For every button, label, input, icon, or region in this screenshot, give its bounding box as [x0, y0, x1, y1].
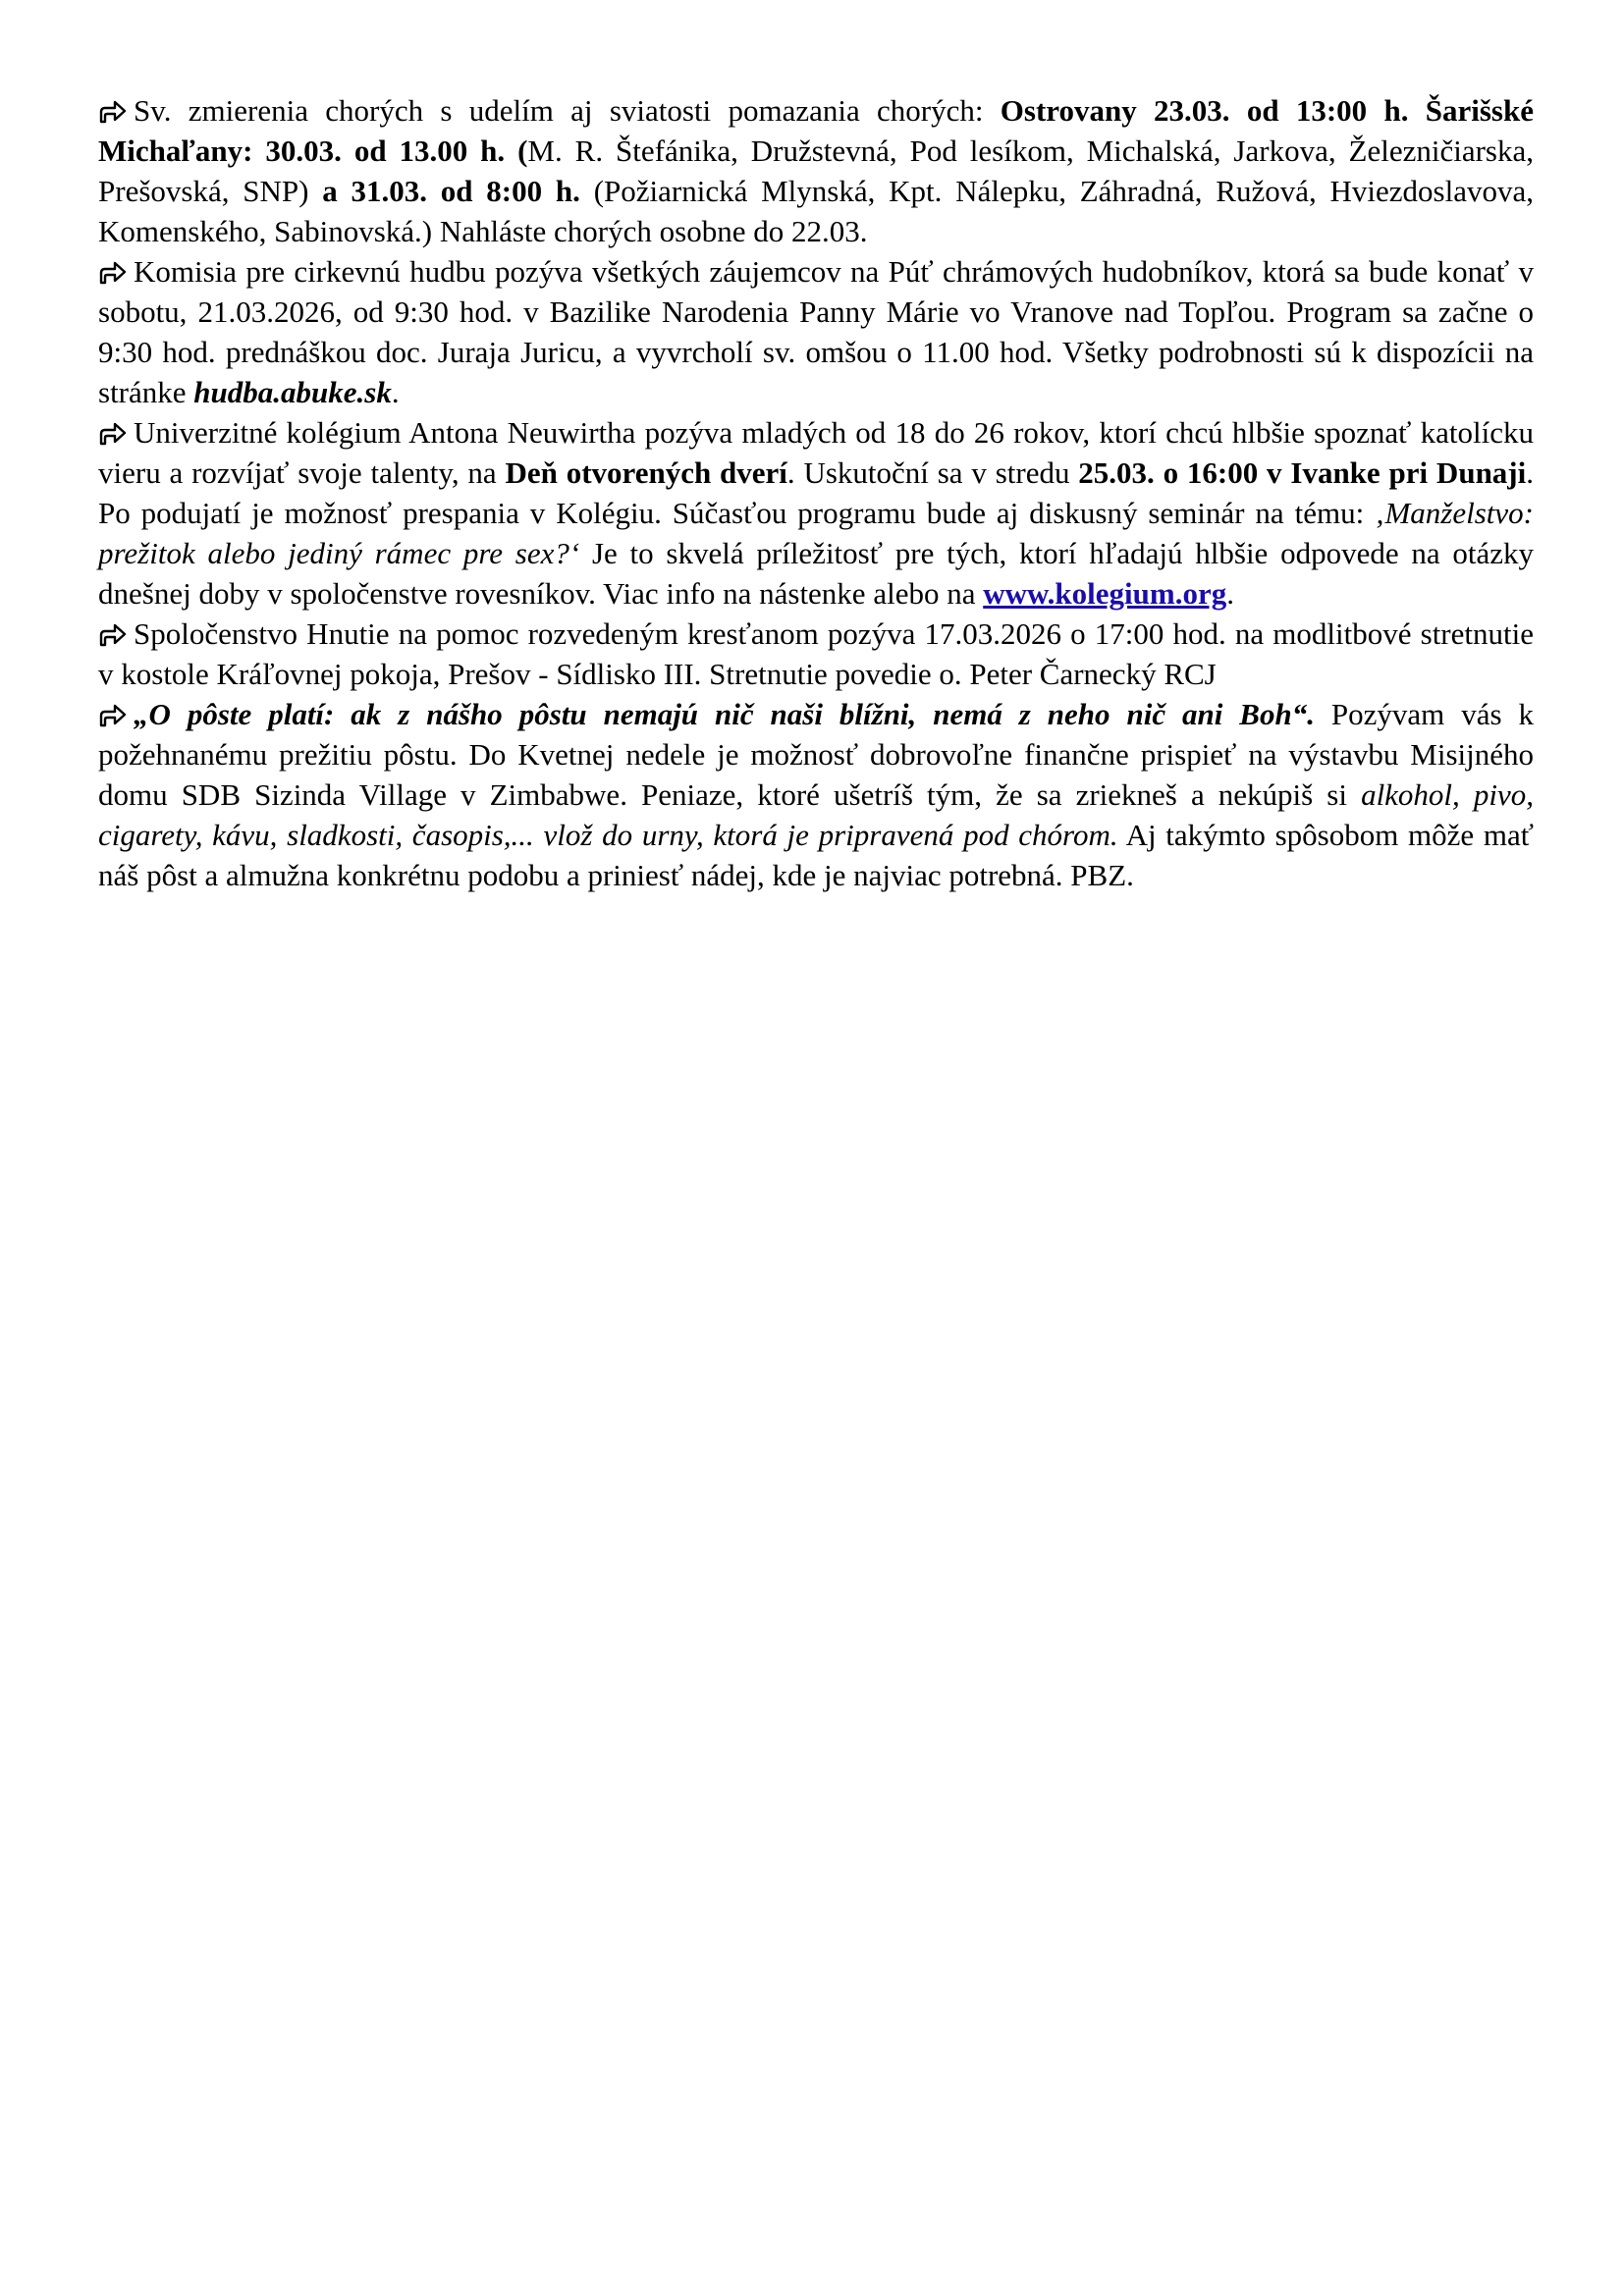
item-1-bold-1: Ostrovany 23.03. od 13:00 h. Šarišské Michaľany: 30.03. od 13.00 h. ( [98, 93, 1534, 168]
right-arrow-outline-icon [98, 621, 128, 647]
kolegium-link[interactable]: www.kolegium.org [983, 576, 1227, 611]
item-5-italic-1: alkohol, pivo, cigarety, kávu, sladkosti, časopis,... vlož do urny, ktorá je pripravená pod chórom. [98, 777, 1534, 852]
item-3-italic-1: ‚Manželstvo: prežitok alebo jediný rámec pre sex?‘ [98, 496, 1534, 570]
announcement-item-5 [98, 694, 1534, 895]
item-2-text-1: Komisia pre cirkevnú hudbu pozýva všetkých záujemcov na Púť chrámových hudobníkov, ktorá sa bude konať v sobotu, 21.03.2026, od 9:30 hod. v Bazilike Narodenia Panny Márie vo Vranove nad Topľou. Program sa začne o 9:30 hod. prednáškou doc. Juraja Juricu, a vyvrcholí sv. omšou o 11.00 hod. Všetky podrobnosti sú k dispozícii na stránke [98, 254, 1534, 409]
item-3-text-3: . Po podujatí je možnosť prespania v Kolégiu. Súčasťou programu bude aj diskusný seminár na tému: [98, 455, 1534, 530]
right-arrow-outline-icon [98, 98, 128, 124]
item-3-text-1: Univerzitné kolégium Antona Neuwirtha pozýva mladých od 18 do 26 rokov, ktorí chcú hlbšie spoznať katolícku vieru a rozvíjať svoje talenty, na [98, 415, 1534, 490]
item-2-site-name: hudba.abuke.sk [193, 375, 392, 409]
item-1-text-1: Sv. zmierenia chorých s udelím aj sviatosti pomazania chorých: [134, 93, 1001, 128]
right-arrow-outline-icon [98, 420, 128, 446]
item-2-text-2: . [391, 375, 400, 409]
item-5-text-2: Aj takýmto spôsobom môže mať náš pôst a almužna konkrétnu podobu a priniesť nádej, kde je najviac potrebná. PBZ. [98, 818, 1534, 892]
item-3-text-2: . Uskutoční sa v stredu [786, 455, 1079, 490]
item-5-quote: „O pôste platí: ak z nášho pôstu nemajú nič naši blížni, nemá z neho nič ani Boh“. [134, 697, 1315, 731]
right-arrow-outline-icon [98, 702, 128, 727]
right-arrow-outline-icon [98, 259, 128, 285]
announcement-item-4 [98, 614, 1534, 694]
item-1-text-2: M. R. Štefánika, Družstevná, Pod lesíkom, Michalská, Jarkova, Železničiarska, Prešovská, SNP) [98, 133, 1534, 208]
item-4-text-1: Spoločenstvo Hnutie na pomoc rozvedeným kresťanom pozýva 17.03.2026 o 17:00 hod. na modlitbové stretnutie v kostole Kráľovnej pokoja, Prešov - Sídlisko III. Stretnutie povedie o. Peter Čarnecký RCJ [98, 616, 1534, 691]
item-1-bold-2: a 31.03. od 8:00 h. [322, 174, 580, 208]
announcements-page [98, 90, 1534, 895]
item-3-bold-2: 25.03. o 16:00 v Ivanke pri Dunaji [1078, 455, 1527, 490]
item-1-text-3: (Požiarnická Mlynská, Kpt. Nálepku, Záhradná, Ružová, Hviezdoslavova, Komenského, Sabinovská.) Nahláste chorých osobne do 22.03. [98, 174, 1534, 248]
item-3-bold-1: Deň otvorených dverí [505, 455, 787, 490]
announcement-item-1 [98, 90, 1534, 251]
item-3-text-5: . [1226, 576, 1234, 611]
item-3-text-4: Je to skvelá príležitosť pre tých, ktorí hľadajú hlbšie odpovede na otázky dnešnej doby v spoločenstve rovesníkov. Viac info na nástenke alebo na [98, 536, 1535, 611]
item-5-text-1: Pozývam vás k požehnanému prežitiu pôstu. Do Kvetnej nedele je možnosť dobrovoľne finančne prispieť na výstavbu Misijného domu SDB Sizinda Village v Zimbabwe. Peniaze, ktoré ušetríš tým, že sa zriekneš a nekúpiš si [98, 697, 1534, 812]
announcement-item-2 [98, 251, 1534, 412]
announcement-item-3 [98, 412, 1534, 614]
